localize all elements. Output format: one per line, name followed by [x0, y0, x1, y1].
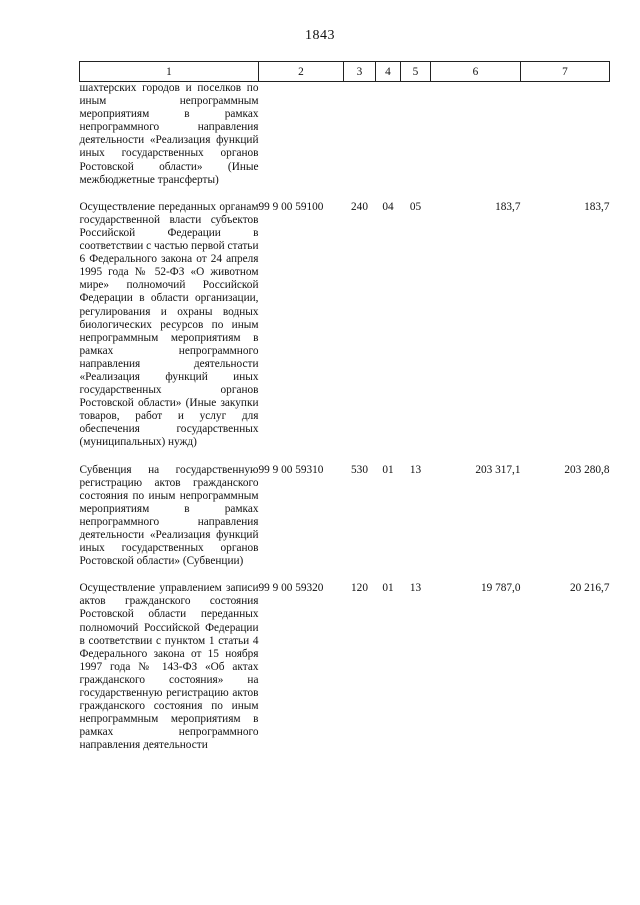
section-code [376, 82, 401, 200]
column-header-5: 5 [401, 62, 431, 82]
expense-type-code: 240 [351, 200, 368, 213]
expense-type-code: 120 [351, 582, 368, 595]
row-description: шахтерских городов и поселков по иным непрограммным мероприятиям в рамках непрограммного направления деятельности «Реализация функций иных государственных органов Ростовской области» (Иные межбюджетные трансферты) [79, 82, 259, 186]
page-number: 1843 [305, 28, 335, 43]
target-article-code: 99 9 00 59100 [258, 200, 324, 213]
amount-year-1: 19 787,0 [480, 582, 521, 595]
subsection-code [401, 82, 431, 200]
table-header-row [80, 62, 610, 82]
table-row [80, 581, 610, 752]
table-row [80, 200, 610, 463]
target-article-code [259, 82, 344, 200]
section-code: 04 [382, 200, 394, 213]
budget-table [79, 61, 610, 753]
section-code: 01 [382, 582, 394, 595]
column-header-6: 6 [431, 62, 521, 82]
column-header-3: 3 [344, 62, 376, 82]
amount-year-2: 20 216,7 [569, 582, 610, 595]
table-row [80, 463, 610, 582]
row-description: Субвенция на государственную регистрацию актов гражданского состояния по иным непрограммным мероприятиям в рамках непрограммного направления деятельности «Реализация функций иных государственных органов Ростовской области» (Субвенции) [79, 463, 259, 568]
amount-year-1 [431, 82, 521, 200]
expense-type-code [344, 82, 376, 200]
row-description: Осуществление переданных органам государственной власти субъектов Российской Федерации в соответствии с частью первой статьи 6 Федерального закона от 24 апреля 1995 года № 52-ФЗ «О животном мире» полномочий Российской Федерации в области организации, регулирования и охраны водных биологических ресурсов по иным непрограммным мероприятиям в рамках непрограммного направления деятельности «Реализация функций иных государственных органов Ростовской области» (Иные закупки товаров, работ и услуг для обеспечения государственных (муниципальных) нужд) [79, 200, 259, 449]
target-article-code: 99 9 00 59320 [258, 582, 324, 595]
amount-year-1: 183,7 [495, 200, 521, 213]
subsection-code: 05 [409, 200, 422, 213]
column-header-7: 7 [521, 62, 610, 82]
target-article-code: 99 9 00 59310 [258, 463, 324, 476]
column-header-4: 4 [376, 62, 401, 82]
section-code: 01 [382, 463, 394, 476]
column-header-1: 1 [80, 62, 259, 82]
expense-type-code: 530 [351, 463, 368, 476]
amount-year-1: 203 317,1 [475, 463, 521, 476]
subsection-code: 13 [409, 463, 422, 476]
column-header-2: 2 [259, 62, 344, 82]
subsection-code: 13 [409, 582, 422, 595]
amount-year-2: 203 280,8 [564, 463, 610, 476]
amount-year-2: 183,7 [584, 200, 610, 213]
row-description: Осуществление управлением записи актов гражданского состояния Ростовской области переданных полномочий Российской Федерации в соответствии с пунктом 1 статьи 4 Федерального закона от 15 ноября 1997 года № 143-ФЗ «Об актах гражданского состояния» на государственную регистрацию актов гражданского состояния по иным непрограммным мероприятиям в рамках непрограммного направления деятельности [79, 582, 259, 752]
table-row [80, 82, 610, 200]
amount-year-2 [521, 82, 610, 200]
